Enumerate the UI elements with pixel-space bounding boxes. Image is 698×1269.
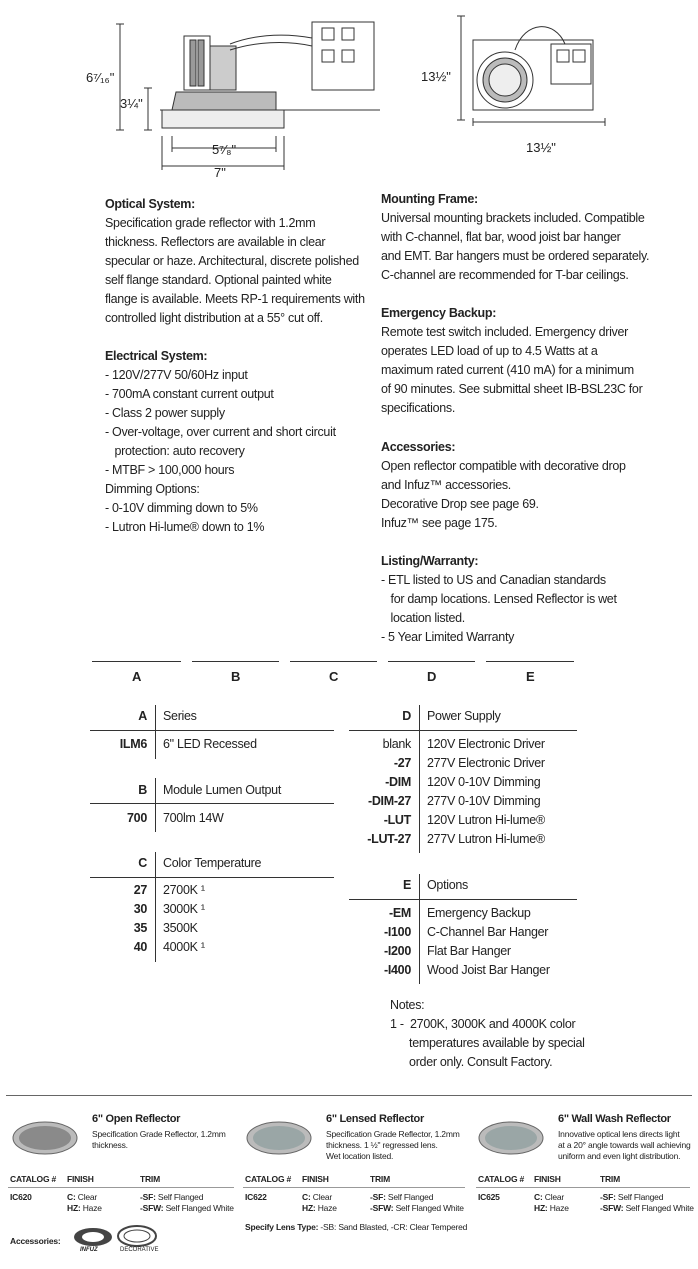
desc-line: Innovative optical lens directs light xyxy=(558,1129,680,1139)
desc-line: at a 20° angle towards wall achieving xyxy=(558,1140,691,1150)
finish-key: C: xyxy=(302,1192,311,1202)
code-blank: blank xyxy=(382,737,411,751)
lens-type-note xyxy=(245,1222,467,1233)
section-letter-e: E xyxy=(402,878,411,892)
mounting-heading: Mounting Frame: xyxy=(381,192,478,206)
accessories-line: Open reflector compatible with decorative drop xyxy=(381,459,626,473)
mounting-frame-section xyxy=(381,190,649,285)
electrical-system-section xyxy=(105,347,336,537)
plan-view-drawing xyxy=(455,10,615,145)
dim-frame-width: 13½" xyxy=(526,140,556,155)
electrical-line: - Lutron Hi-lume® down to 1% xyxy=(105,520,265,534)
trim-key: -SF: xyxy=(370,1192,386,1202)
section-letter-b: B xyxy=(138,783,147,797)
notes-heading: Notes: xyxy=(390,998,425,1012)
trim-values xyxy=(370,1192,464,1214)
col-header-catalog: CATALOG # xyxy=(245,1174,292,1184)
listing-heading: Listing/Warranty: xyxy=(381,554,479,568)
mounting-line: C-channel are recommended for T-bar ceilings. xyxy=(381,268,629,282)
desc-ilm6: 6" LED Recessed xyxy=(163,737,257,751)
finish-val: Clear xyxy=(77,1192,98,1202)
desc-35: 3500K xyxy=(163,921,198,935)
desc-lut-27: 277V Lutron Hi-lume® xyxy=(427,832,545,846)
finish-val: Clear xyxy=(544,1192,565,1202)
electrical-line: Dimming Options: xyxy=(105,482,200,496)
code-em: -EM xyxy=(388,906,411,920)
order-letter-e: E xyxy=(526,669,535,684)
finish-key: HZ: xyxy=(302,1203,316,1213)
trim-val: Self Flanged xyxy=(157,1192,204,1202)
wall-wash-reflector-desc xyxy=(558,1129,691,1162)
finish-key: HZ: xyxy=(67,1203,81,1213)
code-dim-27: -DIM-27 xyxy=(367,794,411,808)
section-title-options: Options xyxy=(427,878,468,892)
finish-values xyxy=(302,1192,337,1214)
emergency-line: maximum rated current (410 mA) for a minimum xyxy=(381,363,634,377)
code-30: 30 xyxy=(133,902,147,916)
finish-key: C: xyxy=(534,1192,543,1202)
catalog-ic620: IC620 xyxy=(10,1192,32,1202)
optical-line: Specification grade reflector with 1.2mm xyxy=(105,216,316,230)
order-letter-c: C xyxy=(329,669,339,684)
lensed-reflector-desc xyxy=(326,1129,460,1162)
desc-40: 4000K ¹ xyxy=(163,940,205,954)
dim-trim-height: 3¼" xyxy=(120,96,143,111)
accessories-heading: Accessories: xyxy=(381,440,456,454)
desc-dim-27: 277V 0-10V Dimming xyxy=(427,794,541,808)
accessories-line: and Infuz™ accessories. xyxy=(381,478,511,492)
code-700: 700 xyxy=(127,811,147,825)
order-letter-b: B xyxy=(231,669,241,684)
code-27: 27 xyxy=(133,883,147,897)
trim-val: Self Flanged xyxy=(387,1192,434,1202)
accessories-footer-label: Accessories: xyxy=(10,1236,61,1246)
section-letter-c: C xyxy=(138,856,147,870)
notes-line: temperatures available by special xyxy=(390,1036,585,1050)
optical-line: self flange standard. Optional painted white xyxy=(105,273,332,287)
col-header-trim: TRIM xyxy=(600,1174,620,1184)
electrical-line: - Over-voltage, over current and short circuit xyxy=(105,425,336,439)
desc-27: 2700K ¹ xyxy=(163,883,205,897)
optical-heading: Optical System: xyxy=(105,197,195,211)
code-i100: -I100 xyxy=(384,925,411,939)
emergency-line: specifications. xyxy=(381,401,456,415)
electrical-line: - MTBF > 100,000 hours xyxy=(105,463,235,477)
open-reflector-title: 6" Open Reflector xyxy=(92,1113,181,1125)
col-header-trim: TRIM xyxy=(370,1174,390,1184)
section-letter-a: A xyxy=(138,709,147,723)
code-40: 40 xyxy=(133,940,147,954)
code-lut: -LUT xyxy=(383,813,411,827)
optical-line: controlled light distribution at a 55° cut off. xyxy=(105,311,323,325)
open-reflector-image xyxy=(12,1120,78,1156)
footer-divider xyxy=(6,1095,692,1096)
desc-line: Wet location listed. xyxy=(326,1151,394,1161)
finish-val: Haze xyxy=(82,1203,102,1213)
accessories-line: Infuz™ see page 175. xyxy=(381,516,498,530)
col-header-trim: TRIM xyxy=(140,1174,160,1184)
open-reflector-desc xyxy=(92,1129,226,1151)
listing-line: - ETL listed to US and Canadian standards xyxy=(381,573,606,587)
dim-frame-height: 13½" xyxy=(421,69,451,84)
trim-values xyxy=(600,1192,694,1214)
code-i400: -I400 xyxy=(384,963,411,977)
section-title-lumen: Module Lumen Output xyxy=(163,783,281,797)
col-header-catalog: CATALOG # xyxy=(478,1174,525,1184)
lens-type-label: Specify Lens Type: xyxy=(245,1222,319,1232)
mounting-line: with C-channel, flat bar, wood joist bar hanger xyxy=(381,230,621,244)
code-lut-27: -LUT-27 xyxy=(367,832,411,846)
desc-dim: 120V 0-10V Dimming xyxy=(427,775,541,789)
section-title-color: Color Temperature xyxy=(163,856,262,870)
finish-values xyxy=(67,1192,102,1214)
trim-key: -SFW: xyxy=(370,1203,394,1213)
col-header-finish: FINISH xyxy=(67,1174,94,1184)
section-title-power: Power Supply xyxy=(427,709,501,723)
catalog-ic622: IC622 xyxy=(245,1192,267,1202)
col-header-finish: FINISH xyxy=(534,1174,561,1184)
desc-line: uniform and even light distribution. xyxy=(558,1151,681,1161)
trim-val: Self Flanged xyxy=(617,1192,664,1202)
electrical-line: - Class 2 power supply xyxy=(105,406,225,420)
trim-key: -SFW: xyxy=(600,1203,624,1213)
finish-values xyxy=(534,1192,569,1214)
trim-values xyxy=(140,1192,234,1214)
code-ilm6: ILM6 xyxy=(119,737,147,751)
wall-wash-reflector-image xyxy=(478,1120,544,1156)
notes-block xyxy=(390,996,585,1072)
code-27v: -27 xyxy=(393,756,411,770)
dim-trim-width: 7" xyxy=(214,165,226,180)
code-dim: -DIM xyxy=(385,775,411,789)
lensed-reflector-image xyxy=(246,1120,312,1156)
infuz-label: INFUZ xyxy=(80,1247,98,1253)
desc-i200: Flat Bar Hanger xyxy=(427,944,511,958)
order-letter-d: D xyxy=(427,669,437,684)
electrical-line: protection: auto recovery xyxy=(105,444,245,458)
finish-val: Clear xyxy=(312,1192,333,1202)
trim-val: Self Flanged White xyxy=(165,1203,234,1213)
desc-30: 3000K ¹ xyxy=(163,902,205,916)
emergency-line: of 90 minutes. See submittal sheet IB-BSL23C for xyxy=(381,382,643,396)
code-35: 35 xyxy=(133,921,147,935)
desc-27v: 277V Electronic Driver xyxy=(427,756,545,770)
emergency-line: Remote test switch included. Emergency driver xyxy=(381,325,629,339)
code-i200: -I200 xyxy=(384,944,411,958)
lens-type-text: -SB: Sand Blasted, -CR: Clear Tempered xyxy=(320,1222,468,1232)
desc-em: Emergency Backup xyxy=(427,906,531,920)
finish-val: Haze xyxy=(549,1203,569,1213)
desc-blank: 120V Electronic Driver xyxy=(427,737,545,751)
wall-wash-reflector-title: 6" Wall Wash Reflector xyxy=(558,1113,671,1125)
trim-val: Self Flanged White xyxy=(625,1203,694,1213)
trim-key: -SF: xyxy=(140,1192,156,1202)
col-header-catalog: CATALOG # xyxy=(10,1174,57,1184)
listing-line: - 5 Year Limited Warranty xyxy=(381,630,515,644)
decorative-label: DECORATIVE xyxy=(120,1247,159,1253)
dim-total-height: 6⁷⁄₁₆" xyxy=(86,70,115,85)
optical-line: specular or haze. Architectural, discrete polished xyxy=(105,254,359,268)
accessories-line: Decorative Drop see page 69. xyxy=(381,497,539,511)
col-header-finish: FINISH xyxy=(302,1174,329,1184)
listing-warranty-section xyxy=(381,552,617,647)
finish-val: Haze xyxy=(317,1203,337,1213)
finish-key: C: xyxy=(67,1192,76,1202)
electrical-line: - 0-10V dimming down to 5% xyxy=(105,501,258,515)
desc-700: 700lm 14W xyxy=(163,811,224,825)
order-letter-a: A xyxy=(132,669,142,684)
finish-key: HZ: xyxy=(534,1203,548,1213)
emergency-line: operates LED load of up to 4.5 Watts at a xyxy=(381,344,598,358)
electrical-line: - 120V/277V 50/60Hz input xyxy=(105,368,248,382)
desc-line: thickness. 1 ½" regressed lens. xyxy=(326,1140,438,1150)
listing-line: for damp locations. Lensed Reflector is wet xyxy=(381,592,617,606)
optical-line: flange is available. Meets RP-1 requirements with xyxy=(105,292,365,306)
emergency-backup-section xyxy=(381,304,642,418)
emergency-heading: Emergency Backup: xyxy=(381,306,497,320)
optical-line: thickness. Reflectors are available in clear xyxy=(105,235,326,249)
desc-i100: C-Channel Bar Hanger xyxy=(427,925,549,939)
trim-key: -SFW: xyxy=(140,1203,164,1213)
section-letter-d: D xyxy=(402,709,411,723)
trim-key: -SF: xyxy=(600,1192,616,1202)
section-title-series: Series xyxy=(163,709,197,723)
lensed-reflector-title: 6" Lensed Reflector xyxy=(326,1113,424,1125)
catalog-ic625: IC625 xyxy=(478,1192,500,1202)
desc-i400: Wood Joist Bar Hanger xyxy=(427,963,550,977)
dim-aperture: 5⁷⁄₈" xyxy=(212,142,237,157)
desc-lut: 120V Lutron Hi-lume® xyxy=(427,813,545,827)
notes-line: order only. Consult Factory. xyxy=(390,1055,553,1069)
accessories-section xyxy=(381,438,626,533)
mounting-line: Universal mounting brackets included. Compatible xyxy=(381,211,645,225)
listing-line: location listed. xyxy=(381,611,465,625)
electrical-line: - 700mA constant current output xyxy=(105,387,274,401)
trim-val: Self Flanged White xyxy=(395,1203,464,1213)
desc-line: thickness. xyxy=(92,1140,128,1150)
mounting-line: and EMT. Bar hangers must be ordered separately. xyxy=(381,249,650,263)
desc-line: Specification Grade Reflector, 1.2mm xyxy=(326,1129,460,1139)
desc-line: Specification Grade Reflector, 1.2mm xyxy=(92,1129,226,1139)
optical-system-section xyxy=(105,195,365,328)
notes-line: 1 - 2700K, 3000K and 4000K color xyxy=(390,1017,576,1031)
electrical-heading: Electrical System: xyxy=(105,349,208,363)
